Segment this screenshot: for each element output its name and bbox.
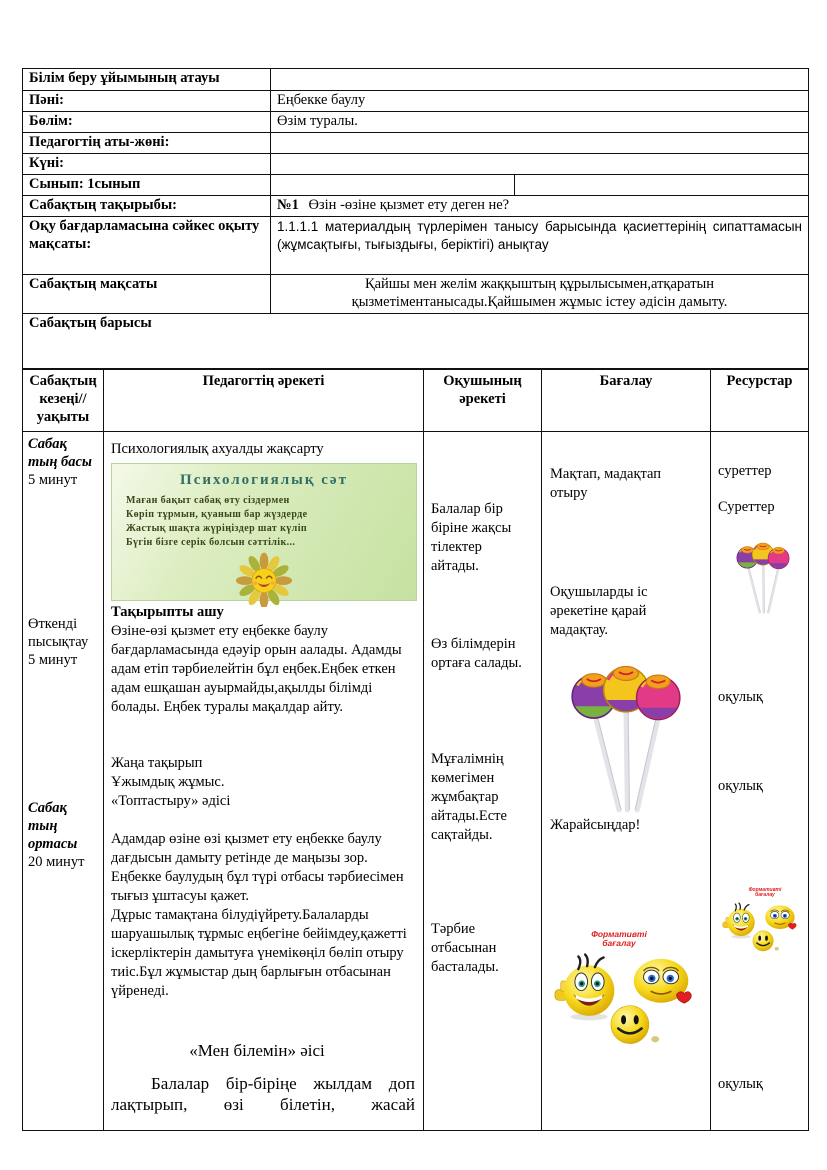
- topic-heading: Тақырыпты ашу: [111, 603, 224, 620]
- info-value-section: Өзім туралы.: [271, 111, 809, 132]
- new-topic-line: Ұжымдық жұмыс.: [111, 773, 225, 790]
- stage-start-time: 5 минут: [28, 471, 78, 488]
- stage-review-title: Өткенді пысықтау: [28, 615, 89, 650]
- lesson-topic-text: Өзін -өзіне қызмет ету деген не?: [308, 196, 510, 213]
- verse-line: Маған бақыт сабақ өту сіздермен: [126, 495, 290, 507]
- info-label-lesson-goal: Сабақтың мақсаты: [23, 274, 271, 313]
- info-label-teacher-name: Педагогтің аты-жөні:: [23, 132, 271, 153]
- col-header-resources: Ресурстар: [711, 369, 809, 431]
- verse-line: Көріп тұрмын, қуаныш бар жүздерде: [126, 509, 308, 521]
- psychology-card-title: Психологиялық сәт: [180, 471, 348, 488]
- info-label-curriculum-goal: Оқу бағдарламасына сәйкес оқыту мақсаты:: [23, 216, 271, 274]
- resource-label: оқулық: [718, 1075, 763, 1092]
- ball-game-paragraph: Балалар бір-біріңе жылдам доп лақтырып, өзі білетін, жасай: [111, 1073, 415, 1114]
- student-item-riddles: Мұғалімнің көмегімен жұмбақтар айтады.Есте сақтайды.: [431, 750, 507, 843]
- col-header-student-action: Оқушының әрекеті: [424, 369, 542, 431]
- lesson-number: №1: [277, 196, 299, 213]
- formative-assessment-caption-small: Формативті бағалау: [748, 886, 782, 899]
- body-paragraphs: [111, 830, 409, 1001]
- resource-label: суреттер: [718, 462, 772, 479]
- paragraph: Дұрыс тамақтана білудіүйрету.Балаларды шаруашылық тұрмыс еңбегіне бейімдеу,қажетті іскерліктерін дамытуға үнемікөңіл бөліп отыру тиіс.Бұл жұмыстар дың барлығын отбасынан үйренеді.: [111, 906, 407, 999]
- col-header-teacher-action: Педагогтің әрекеті: [104, 369, 424, 431]
- paragraph: Адамдар өзіне өзі қызмет ету еңбекке баулу дағдысын дамыту ретінде де маңызы зор.: [111, 830, 382, 866]
- col-header-assessment: Бағалау: [542, 369, 711, 431]
- formative-assessment-caption: Формативті бағалау: [591, 928, 647, 948]
- section-title-lesson-course: Сабақтың барысы: [23, 313, 809, 368]
- info-value-class-b: [515, 174, 809, 195]
- student-item-knowledge: Өз білімдерін ортаға салады.: [431, 635, 522, 671]
- smileys-image-small: [719, 888, 803, 952]
- info-value-lesson-topic: [271, 195, 809, 216]
- lollipops-image: [556, 660, 696, 817]
- resource-label: Суреттер: [718, 498, 775, 515]
- student-action-column: [424, 431, 542, 1130]
- method-heading: «Мен білемін» әісі: [189, 1040, 325, 1060]
- info-label-date: Күні:: [23, 153, 271, 174]
- info-label-class: Сынып: 1сынып: [23, 174, 271, 195]
- lesson-goal-text: Қайшы мен желім жаққыштың құрылысымен,атқаратын қызметіментанысады.Қайшымен жұмыс істеу әдісін дамыту.: [351, 275, 728, 310]
- info-table: [22, 68, 809, 369]
- stage-block-middle: [28, 800, 99, 872]
- stage-block-review: [28, 616, 99, 670]
- info-label-subject: Пәні:: [23, 91, 271, 112]
- lesson-plan-document: [22, 68, 808, 1131]
- teacher-action-column: [104, 431, 424, 1130]
- new-topic-line: Жаңа тақырып: [111, 754, 203, 771]
- assessment-welldone: Жарайсыңдар!: [550, 816, 641, 833]
- student-item-wishes: Балалар бір біріне жақсы тілектер айтады.: [431, 500, 512, 574]
- verse-line: Бүгін бізге серік болсын сәттілік...: [126, 537, 296, 549]
- sun-icon: [208, 551, 320, 607]
- assessment-encourage: Оқушыларды іс әрекетіне қарай мадақтау.: [550, 583, 648, 638]
- stage-review-time: 5 минут: [28, 651, 78, 668]
- assessment-column: [542, 431, 711, 1130]
- psychology-card-verse: [112, 494, 416, 550]
- smiley-faces-icon: [548, 938, 704, 1047]
- info-value-curriculum-goal: 1.1.1.1 материалдың түрлерімен танысу барысында қасиеттерінің сипаттамасын (жұмсақтығы, тығыздығы, беріктігі) анықтау: [271, 216, 809, 274]
- info-value-date: [271, 153, 809, 174]
- topic-paragraph: Өзіне-өзі қызмет ету еңбекке баулу бағдарламасында едәуір орын аалады. Адамды адам етіп тәрбиелейтін бұл еңбек.Еңбек еткен адам ешқашан ауырмайды,ақылды білімді болады. Еңбек туралы мақалдар айту.: [111, 622, 402, 715]
- stage-start-title: Сабақ тың басы: [28, 435, 92, 470]
- verse-line: Жастық шақта жүріңіздер шат күліп: [126, 523, 308, 535]
- info-label-organization: Білім беру ұйымының атауы: [23, 69, 271, 91]
- resources-column: [711, 431, 809, 1130]
- stage-middle-time: 20 минут: [28, 853, 85, 870]
- resource-label: оқулық: [718, 688, 763, 705]
- stage-column: [23, 431, 104, 1130]
- lollipops-image-small: [729, 540, 797, 616]
- smileys-image: [548, 930, 704, 1040]
- smiley-faces-icon: [719, 894, 803, 953]
- psychology-card-image: [111, 463, 417, 601]
- psych-intro-text: Психологиялық ахуалды жақсарту: [111, 440, 324, 457]
- assessment-praise: Мақтап, мадақтап отыру: [550, 465, 662, 501]
- info-value-subject: Еңбекке баулу: [271, 91, 809, 112]
- info-value-organization: [271, 69, 809, 91]
- stage-block-start: [28, 436, 99, 490]
- info-value-lesson-goal: [271, 274, 809, 313]
- student-item-family: Тәрбие отбасынан басталады.: [431, 920, 499, 975]
- new-topic-block: [111, 754, 417, 811]
- info-value-class-a: [271, 174, 515, 195]
- info-label-lesson-topic: Сабақтың тақырыбы:: [23, 195, 271, 216]
- resource-label: оқулық: [718, 777, 763, 794]
- stage-middle-title: Сабақ тың ортасы: [28, 799, 78, 852]
- info-label-section: Бөлім:: [23, 111, 271, 132]
- col-header-stage: Сабақтың кезеңі// уақыты: [23, 369, 104, 431]
- lesson-table: [22, 369, 809, 1131]
- new-topic-line: «Топтастыру» әдісі: [111, 792, 231, 809]
- info-value-teacher-name: [271, 132, 809, 153]
- paragraph: Еңбекке баулудың бұл түрі отбасы тәрбиесімен тығыз ұштасуы қажет.: [111, 868, 404, 904]
